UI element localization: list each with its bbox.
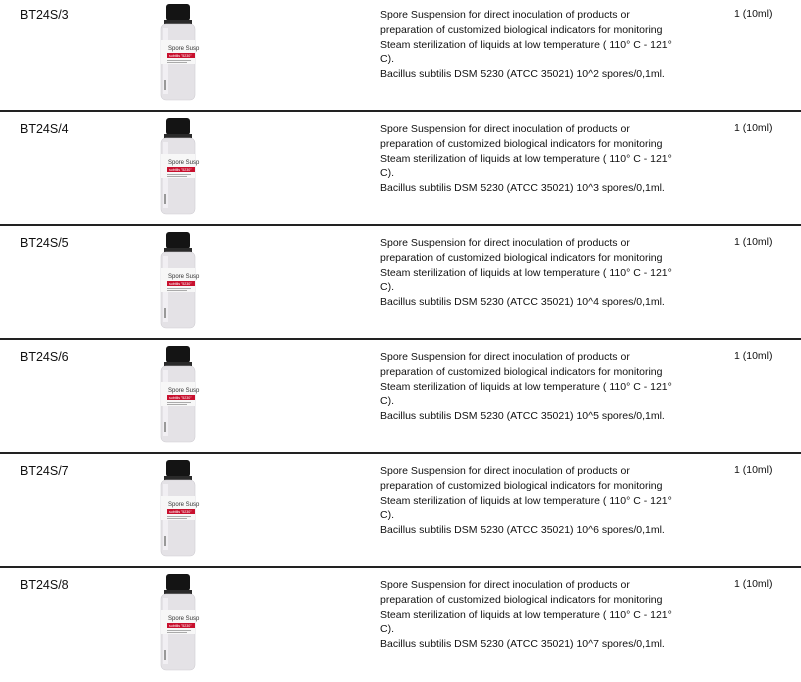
vial-image xyxy=(148,114,208,224)
product-description xyxy=(380,122,680,196)
product-code: BT24S/7 xyxy=(20,464,69,478)
product-description xyxy=(380,8,680,82)
table-row xyxy=(0,228,801,340)
product-description xyxy=(380,236,680,310)
table-row xyxy=(0,0,801,112)
description-text: Spore Suspension for direct inoculation of products or preparation of customized biological indicators for monitoring Steam sterilization of liquids at low temperature ( 110° C - 121° C). xyxy=(380,465,672,522)
product-description xyxy=(380,578,680,652)
organism-text: Bacillus subtilis DSM 5230 (ATCC 35021) 10^2 spores/0,1ml. xyxy=(380,68,665,81)
product-code: BT24S/8 xyxy=(20,578,69,592)
product-description xyxy=(380,350,680,424)
product-code: BT24S/6 xyxy=(20,350,69,364)
svg-text:Spore Susp: Spore Susp xyxy=(168,46,200,52)
svg-text:subtilis "5230": subtilis "5230" xyxy=(169,396,192,400)
vial-image xyxy=(148,0,208,110)
product-description xyxy=(380,464,680,538)
organism-text: Bacillus subtilis DSM 5230 (ATCC 35021) 10^5 spores/0,1ml. xyxy=(380,410,665,423)
product-quantity: 1 (10ml) xyxy=(734,464,773,476)
organism-text: Bacillus subtilis DSM 5230 (ATCC 35021) 10^7 spores/0,1ml. xyxy=(380,638,665,651)
table-row xyxy=(0,570,801,682)
product-quantity: 1 (10ml) xyxy=(734,236,773,248)
product-quantity: 1 (10ml) xyxy=(734,578,773,590)
product-quantity: 1 (10ml) xyxy=(734,122,773,134)
svg-text:subtilis "5230": subtilis "5230" xyxy=(169,54,192,58)
vial-image xyxy=(148,342,208,452)
vial-image xyxy=(148,570,208,680)
description-text: Spore Suspension for direct inoculation of products or preparation of customized biological indicators for monitoring Steam sterilization of liquids at low temperature ( 110° C - 121° C). xyxy=(380,351,672,408)
product-quantity: 1 (10ml) xyxy=(734,350,773,362)
svg-text:Spore Susp: Spore Susp xyxy=(168,502,200,508)
svg-text:Spore Susp: Spore Susp xyxy=(168,274,200,280)
product-code: BT24S/5 xyxy=(20,236,69,250)
svg-text:Spore Susp: Spore Susp xyxy=(168,160,200,166)
svg-text:Spore Susp: Spore Susp xyxy=(168,616,200,622)
svg-text:subtilis "5230": subtilis "5230" xyxy=(169,282,192,286)
svg-text:subtilis "5230": subtilis "5230" xyxy=(169,510,192,514)
description-text: Spore Suspension for direct inoculation of products or preparation of customized biological indicators for monitoring Steam sterilization of liquids at low temperature ( 110° C - 121° C). xyxy=(380,123,672,180)
organism-text: Bacillus subtilis DSM 5230 (ATCC 35021) 10^6 spores/0,1ml. xyxy=(380,524,665,537)
description-text: Spore Suspension for direct inoculation of products or preparation of customized biological indicators for monitoring Steam sterilization of liquids at low temperature ( 110° C - 121° C). xyxy=(380,237,672,294)
product-code: BT24S/4 xyxy=(20,122,69,136)
product-code: BT24S/3 xyxy=(20,8,69,22)
vial-image xyxy=(148,456,208,566)
organism-text: Bacillus subtilis DSM 5230 (ATCC 35021) 10^4 spores/0,1ml. xyxy=(380,296,665,309)
organism-text: Bacillus subtilis DSM 5230 (ATCC 35021) 10^3 spores/0,1ml. xyxy=(380,182,665,195)
table-row xyxy=(0,342,801,454)
svg-text:subtilis "5230": subtilis "5230" xyxy=(169,624,192,628)
table-row xyxy=(0,456,801,568)
product-quantity: 1 (10ml) xyxy=(734,8,773,20)
description-text: Spore Suspension for direct inoculation of products or preparation of customized biological indicators for monitoring Steam sterilization of liquids at low temperature ( 110° C - 121° C). xyxy=(380,579,672,636)
vial-image xyxy=(148,228,208,338)
svg-text:subtilis "5230": subtilis "5230" xyxy=(169,168,192,172)
table-row xyxy=(0,114,801,226)
description-text: Spore Suspension for direct inoculation of products or preparation of customized biological indicators for monitoring Steam sterilization of liquids at low temperature ( 110° C - 121° C). xyxy=(380,9,672,66)
svg-text:Spore Susp: Spore Susp xyxy=(168,388,200,394)
